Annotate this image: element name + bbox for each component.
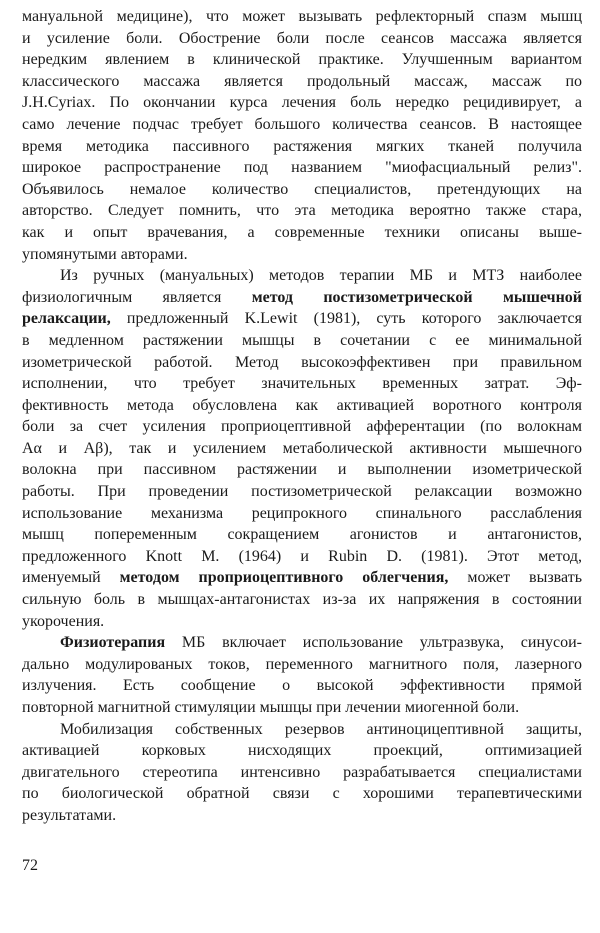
text-segment: предложенного Knott M. (1964) и Rubin D. (1981). Этот метод, (22, 547, 582, 565)
text-segment: сильную боль в мышцах-антагонистах из-за их напряжения в состоянии (22, 591, 582, 609)
text-line (22, 373, 582, 395)
text-line (22, 805, 582, 827)
text-segment: широкое распространение под названием "миофасциальный релиз". (22, 159, 582, 177)
text-line (22, 395, 582, 417)
text-segment: Из ручных (мануальных) методов терапии МБ и МТЗ наиболее (60, 267, 582, 285)
text-segment: мышц попеременным сокращением агонистов и антагонистов, (22, 526, 582, 544)
text-segment: J.H.Cyriax. По окончании курса лечения боль нередко рецидивирует, а (22, 94, 582, 112)
text-line (22, 697, 582, 719)
text-segment: классического массажа является продольный массаж, массаж по (22, 72, 582, 90)
text-line (22, 546, 582, 568)
page-body-text (22, 6, 582, 827)
text-segment: может вызвать (448, 569, 582, 587)
text-line (22, 114, 582, 136)
text-line (22, 330, 582, 352)
text-segment: само лечение подчас требует большого количества сеансов. В настоящее (22, 115, 582, 133)
text-segment: боли за счет усиления проприоцептивной афферентации (по волокнам (22, 418, 582, 436)
text-line (22, 6, 582, 28)
text-segment: предложенный K.Lewit (1981), суть которого заключается (110, 310, 582, 328)
text-line (22, 200, 582, 222)
text-segment: МБ включает использование ультразвука, синусои- (165, 634, 582, 652)
text-line (22, 92, 582, 114)
text-line (22, 632, 582, 654)
text-line (22, 567, 582, 589)
text-segment: активацией корковых нисходящих проекций, оптимизацией (22, 742, 582, 760)
text-line (22, 459, 582, 481)
page-number: 72 (22, 857, 38, 874)
bold-term: Физиотерапия (60, 634, 166, 652)
text-line (22, 503, 582, 525)
text-segment: авторство. Следует помнить, что эта методика вероятно также стара, (22, 202, 582, 220)
text-line (22, 308, 582, 330)
text-line (22, 481, 582, 503)
text-segment: упомянутыми авторами. (22, 245, 188, 263)
text-line (22, 740, 582, 762)
text-segment: физиологичным является (22, 288, 252, 306)
text-line (22, 783, 582, 805)
text-line (22, 438, 582, 460)
text-line (22, 49, 582, 71)
text-segment: в медленном растяжении мышцы в сочетании с ее минимальной (22, 331, 582, 349)
text-segment: волокна при пассивном растяжении и выполнении изометрической (22, 461, 582, 479)
text-segment: Мобилизация собственных резервов антиноцицептивной защиты, (60, 720, 582, 738)
text-segment: фективность метода обусловлена как активацией воротного контроля (22, 396, 582, 414)
bold-term: релаксации, (22, 310, 111, 328)
text-line (22, 179, 582, 201)
text-line (22, 675, 582, 697)
text-line (22, 719, 582, 741)
text-segment: укорочения. (22, 612, 105, 630)
text-segment: работы. При проведении постизометрической релаксации возможно (22, 483, 582, 501)
text-segment: повторной магнитной стимуляции мышцы при лечении миогенной боли. (22, 699, 520, 716)
text-line (22, 28, 582, 50)
text-line (22, 136, 582, 158)
text-segment: Aα и Aβ), так и усилением метаболической активности мышечного (22, 439, 582, 457)
text-segment: использование механизма реципрокного спинального расслабления (22, 504, 582, 522)
text-segment: время методика пассивного растяжения мягких тканей получила (22, 137, 582, 155)
text-line (22, 611, 582, 633)
text-line (22, 265, 582, 287)
text-line (22, 71, 582, 93)
text-line (22, 762, 582, 784)
text-segment: исполнении, что требует значительных временных затрат. Эф- (22, 375, 582, 393)
text-segment: излучения. Есть сообщение о высокой эффективности прямой (22, 677, 582, 695)
text-segment: дально модулированых токов, переменного магнитного поля, лазерного (22, 655, 582, 673)
text-line (22, 589, 582, 611)
text-segment: по биологической обратной связи с хорошими терапевтическими (22, 785, 582, 803)
bold-term: метод постизометрической мышечной (251, 288, 582, 306)
text-line (22, 416, 582, 438)
text-line (22, 222, 582, 244)
text-line (22, 244, 582, 266)
text-line (22, 654, 582, 676)
text-segment: двигательного стереотипа интенсивно разрабатывается специалистами (22, 763, 582, 781)
bold-term: методом проприоцептивного облегчения, (119, 569, 449, 587)
text-line (22, 524, 582, 546)
text-line (22, 352, 582, 374)
text-segment: и усиление боли. Обострение боли после сеансов массажа является (22, 29, 582, 47)
text-segment: результатами. (22, 806, 117, 824)
text-line (22, 157, 582, 179)
text-segment: нередким явлением в клинической практике. Улучшенным вариантом (22, 51, 582, 69)
text-segment: именуемый (22, 569, 120, 587)
text-segment: изометрической работой. Метод высокоэффективен при правильном (22, 353, 582, 371)
text-segment: как и опыт врачевания, а современные техники описаны выше- (22, 223, 582, 241)
text-segment: мануальной медицине), что может вызывать рефлекторный спазм мышц (22, 8, 582, 25)
text-line (22, 287, 582, 309)
text-segment: Объявилось немалое количество специалистов, претендующих на (22, 180, 582, 198)
